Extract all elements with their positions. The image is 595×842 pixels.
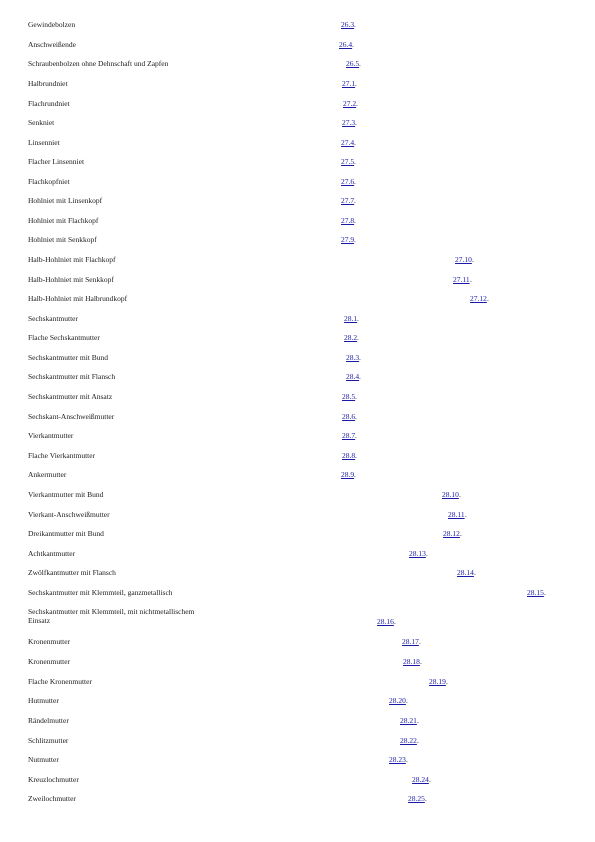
- index-entry-ref-link[interactable]: 28.15: [527, 588, 544, 597]
- index-entry-label: Kronenmutter: [28, 637, 71, 646]
- index-entry-ref-link[interactable]: 27.1: [342, 79, 356, 88]
- index-entry-period: .: [355, 392, 357, 401]
- index-entry-ref-link[interactable]: 27.5: [341, 157, 355, 166]
- index-entry-ref-link[interactable]: 28.24: [412, 775, 429, 784]
- index-entry-period: .: [472, 255, 474, 264]
- index-entry-label: Hohlniet mit Flachkopf: [28, 216, 99, 225]
- index-entry-label: Schlitzmutter: [28, 736, 69, 745]
- index-entry-label: Halb-Hohlniet mit Flachkopf: [28, 255, 116, 264]
- index-entry-label: Flachkopfniet: [28, 177, 70, 186]
- index-entry-label: Kronenmutter: [28, 657, 71, 666]
- index-entry-period: .: [406, 696, 408, 705]
- index-entry-label: Gewindebolzen: [28, 20, 76, 29]
- index-entry-ref-link[interactable]: 26.5: [346, 59, 360, 68]
- index-entry-ref-link[interactable]: 28.23: [389, 755, 406, 764]
- index-entry-label: Kreuzlochmutter: [28, 775, 79, 784]
- index-entry-label-line1: Sechskantmutter mit Klemmteil, mit nichtmetallischem: [28, 607, 195, 616]
- index-entry-period: .: [354, 20, 356, 29]
- index-entry-period: .: [487, 294, 489, 303]
- index-entry-period: .: [354, 157, 356, 166]
- index-entry-label: [28, 607, 194, 625]
- index-entry-ref-link[interactable]: 27.9: [341, 235, 355, 244]
- index-entry-label: Ankermutter: [28, 470, 67, 479]
- index-entry-label: Vierkant-Anschweißmutter: [28, 510, 110, 519]
- index-entry-label: Flache Sechskantmutter: [28, 333, 100, 342]
- index-entry-period: .: [359, 353, 361, 362]
- index-entry-ref-link[interactable]: 26.4: [339, 40, 353, 49]
- index-entry-period: .: [357, 314, 359, 323]
- index-entry-ref-link[interactable]: 28.21: [400, 716, 417, 725]
- index-entry-period: .: [417, 716, 419, 725]
- index-entry-ref-link[interactable]: 27.2: [343, 99, 357, 108]
- index-entry-ref-link[interactable]: 26.3: [341, 20, 355, 29]
- index-entry-ref-link[interactable]: 28.17: [402, 637, 419, 646]
- index-entry-ref-link[interactable]: 28.19: [429, 677, 446, 686]
- index-entry-period: .: [355, 412, 357, 421]
- index-entry-label: Zwölfkantmutter mit Flansch: [28, 568, 116, 577]
- index-entry-period: .: [355, 451, 357, 460]
- index-entry-ref-link[interactable]: 27.10: [455, 255, 472, 264]
- index-entry-period: .: [544, 588, 546, 597]
- index-entry-label: Hohlniet mit Senkkopf: [28, 235, 97, 244]
- index-entry-ref-link[interactable]: 28.16: [377, 617, 394, 626]
- index-entry-label: Flacher Linsenniet: [28, 157, 85, 166]
- index-entry-period: .: [354, 138, 356, 147]
- index-entry-period: .: [359, 59, 361, 68]
- index-entry-ref-link[interactable]: 28.1: [344, 314, 358, 323]
- index-entry-label: Achtkantmutter: [28, 549, 76, 558]
- index-entry-label: Vierkantmutter: [28, 431, 74, 440]
- index-entry-period: .: [354, 216, 356, 225]
- index-entry-ref-link[interactable]: 27.12: [470, 294, 487, 303]
- index-entry-period: .: [354, 470, 356, 479]
- index-entry-label: Halb-Hohlniet mit Halbrundkopf: [28, 294, 128, 303]
- index-entry-ref-link[interactable]: 27.6: [341, 177, 355, 186]
- index-entry-ref-link[interactable]: 28.6: [342, 412, 356, 421]
- index-entry-period: .: [356, 99, 358, 108]
- index-entry-period: .: [420, 657, 422, 666]
- index-entry-label: Flachrundniet: [28, 99, 70, 108]
- index-entry-label: Hutmutter: [28, 696, 59, 705]
- index-entry-period: .: [465, 510, 467, 519]
- index-entry-label: Hohlniet mit Linsenkopf: [28, 196, 103, 205]
- index-entry-period: .: [417, 736, 419, 745]
- index-entry-period: .: [446, 677, 448, 686]
- index-entry-period: .: [429, 775, 431, 784]
- index-entry-ref-link[interactable]: 28.14: [457, 568, 474, 577]
- index-entry-ref-link[interactable]: 28.9: [341, 470, 355, 479]
- index-entry-label: Linsenniet: [28, 138, 60, 147]
- index-entry-label: Vierkantmutter mit Bund: [28, 490, 104, 499]
- index-entry-label: Flache Vierkantmutter: [28, 451, 96, 460]
- index-entry-ref-link[interactable]: 28.25: [408, 794, 425, 803]
- index-entry-label: Rändelmutter: [28, 716, 69, 725]
- index-entry-period: .: [355, 79, 357, 88]
- index-entry-ref-link[interactable]: 27.3: [342, 118, 356, 127]
- index-entry-ref-link[interactable]: 27.7: [341, 196, 355, 205]
- index-entry-label: Nutmutter: [28, 755, 59, 764]
- index-entry-ref-link[interactable]: 28.3: [346, 353, 360, 362]
- index-entry-label-line2: Einsatz: [28, 616, 51, 625]
- index-entry-ref-link[interactable]: 28.2: [344, 333, 358, 342]
- index-entry-period: .: [355, 431, 357, 440]
- index-entry-period: .: [425, 794, 427, 803]
- index-entry-period: .: [460, 529, 462, 538]
- index-entry-period: .: [359, 372, 361, 381]
- index-entry-ref-link[interactable]: 28.11: [448, 510, 465, 519]
- index-entry-ref-link[interactable]: 28.10: [442, 490, 459, 499]
- index-entry-label: Halbrundniet: [28, 79, 68, 88]
- index-entry-period: .: [419, 637, 421, 646]
- index-entry-ref-link[interactable]: 28.12: [443, 529, 460, 538]
- index-entry-label: Halb-Hohlniet mit Senkkopf: [28, 275, 114, 284]
- index-entry-label: Schraubenbolzen ohne Dehnschaft und Zapfen: [28, 59, 169, 68]
- index-entry-label: Sechskantmutter mit Klemmteil, ganzmetallisch: [28, 588, 173, 597]
- index-entry-ref-link[interactable]: 28.4: [346, 372, 360, 381]
- index-entry-period: .: [354, 177, 356, 186]
- index-entry-label: Dreikantmutter mit Bund: [28, 529, 104, 538]
- index-entry-ref-link[interactable]: 27.8: [341, 216, 355, 225]
- index-entry-period: .: [354, 235, 356, 244]
- index-entry-ref-link[interactable]: 28.7: [342, 431, 356, 440]
- index-entry-period: .: [352, 40, 354, 49]
- index-entry-period: .: [474, 568, 476, 577]
- index-entry-label: Zweilochmutter: [28, 794, 76, 803]
- index-entry-ref-link[interactable]: 27.11: [453, 275, 470, 284]
- index-entry-label: Anschweißende: [28, 40, 76, 49]
- index-entry-period: .: [394, 617, 396, 626]
- index-entry-period: .: [459, 490, 461, 499]
- index-entry-label: Sechskantmutter mit Flansch: [28, 372, 116, 381]
- index-entry-ref-link[interactable]: 28.22: [400, 736, 417, 745]
- index-entry-period: .: [470, 275, 472, 284]
- index-entry-period: .: [406, 755, 408, 764]
- index-entry-period: .: [357, 333, 359, 342]
- index-entry-ref-link[interactable]: 28.18: [403, 657, 420, 666]
- index-entry-label: Sechskantmutter mit Ansatz: [28, 392, 113, 401]
- index-entry-ref-link[interactable]: 28.5: [342, 392, 356, 401]
- index-entry-label: Sechskantmutter mit Bund: [28, 353, 108, 362]
- index-entry-label: Sechskant-Anschweißmutter: [28, 412, 115, 421]
- index-entry-period: .: [355, 118, 357, 127]
- index-entry-ref-link[interactable]: 28.8: [342, 451, 356, 460]
- index-entry-ref-link[interactable]: 28.20: [389, 696, 406, 705]
- index-entry-ref-link[interactable]: 28.13: [409, 549, 426, 558]
- index-entry-period: .: [426, 549, 428, 558]
- index-entry-period: .: [354, 196, 356, 205]
- index-entry-ref-link[interactable]: 27.4: [341, 138, 355, 147]
- index-entry-label: Senkniet: [28, 118, 55, 127]
- index-entry-label: Flache Kronenmutter: [28, 677, 92, 686]
- index-entry-label: Sechskantmutter: [28, 314, 78, 323]
